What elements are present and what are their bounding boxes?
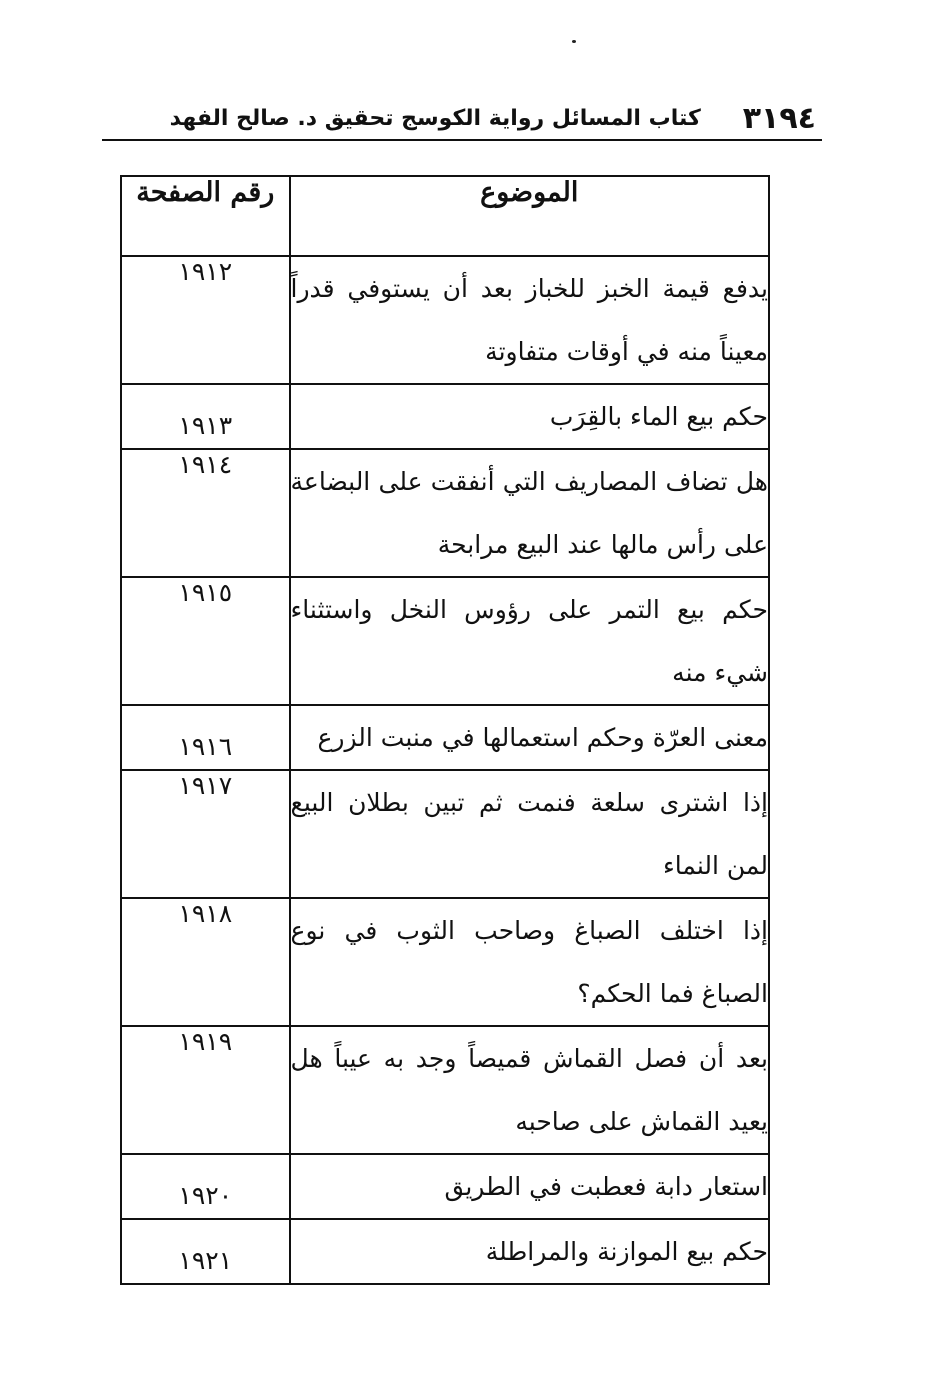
page-number: ٣١٩٤ <box>742 100 816 136</box>
table-row <box>121 1026 769 1154</box>
row-topic: حكم بيع الماء بالقِرَب <box>290 384 769 449</box>
row-topic: يدفع قيمة الخبز للخباز بعد أن يستوفي قدراً معيناً منه في أوقات متفاوتة <box>290 256 769 384</box>
row-topic: هل تضاف المصاريف التي أنفقت على البضاعة على رأس مالها عند البيع مرابحة <box>290 449 769 577</box>
table-row <box>121 898 769 1026</box>
row-page-number: ١٩١٥ <box>121 577 290 705</box>
table-row <box>121 1219 769 1284</box>
table-row <box>121 449 769 577</box>
row-page-number: ١٩١٩ <box>121 1026 290 1154</box>
row-page-number: ١٩١٢ <box>121 256 290 384</box>
row-page-number: ١٩١٦ <box>178 732 233 761</box>
row-topic: استعار دابة فعطبت في الطريق <box>290 1154 769 1219</box>
table-row <box>121 770 769 898</box>
row-topic: حكم بيع التمر على رؤوس النخل واستثناء شيء منه <box>290 577 769 705</box>
index-table <box>120 175 770 1285</box>
row-topic: إذا اشترى سلعة فنمت ثم تبين بطلان البيع لمن النماء <box>290 770 769 898</box>
header-rule <box>102 139 822 141</box>
row-page-cell <box>121 1154 290 1219</box>
row-page-cell <box>121 1219 290 1284</box>
page-speck <box>572 40 576 43</box>
table-row <box>121 256 769 384</box>
table-row <box>121 577 769 705</box>
table-row <box>121 705 769 770</box>
row-topic: إذا اختلف الصباغ وصاحب الثوب في نوع الصباغ فما الحكم؟ <box>290 898 769 1026</box>
row-page-number: ١٩٢١ <box>178 1246 233 1275</box>
running-header <box>169 98 820 138</box>
book-title: كتاب المسائل رواية الكوسج تحقيق د. صالح الفهد <box>169 105 701 131</box>
row-page-cell <box>121 384 290 449</box>
table-header-row <box>121 176 769 256</box>
row-topic: معنى العرّة وحكم استعمالها في منبت الزرع <box>290 705 769 770</box>
row-page-number: ١٩٢٠ <box>178 1181 233 1210</box>
row-page-number: ١٩١٤ <box>121 449 290 577</box>
table-row <box>121 1154 769 1219</box>
row-page-number: ١٩١٣ <box>178 411 233 440</box>
row-page-number: ١٩١٧ <box>121 770 290 898</box>
topic-column-header: الموضوع <box>290 176 769 256</box>
page-column-header: رقم الصفحة <box>121 176 290 256</box>
row-topic: حكم بيع الموازنة والمراطلة <box>290 1219 769 1284</box>
row-topic: بعد أن فصل القماش قميصاً وجد به عيباً هل يعيد القماش على صاحبه <box>290 1026 769 1154</box>
row-page-number: ١٩١٨ <box>121 898 290 1026</box>
table-row <box>121 384 769 449</box>
row-page-cell <box>121 705 290 770</box>
